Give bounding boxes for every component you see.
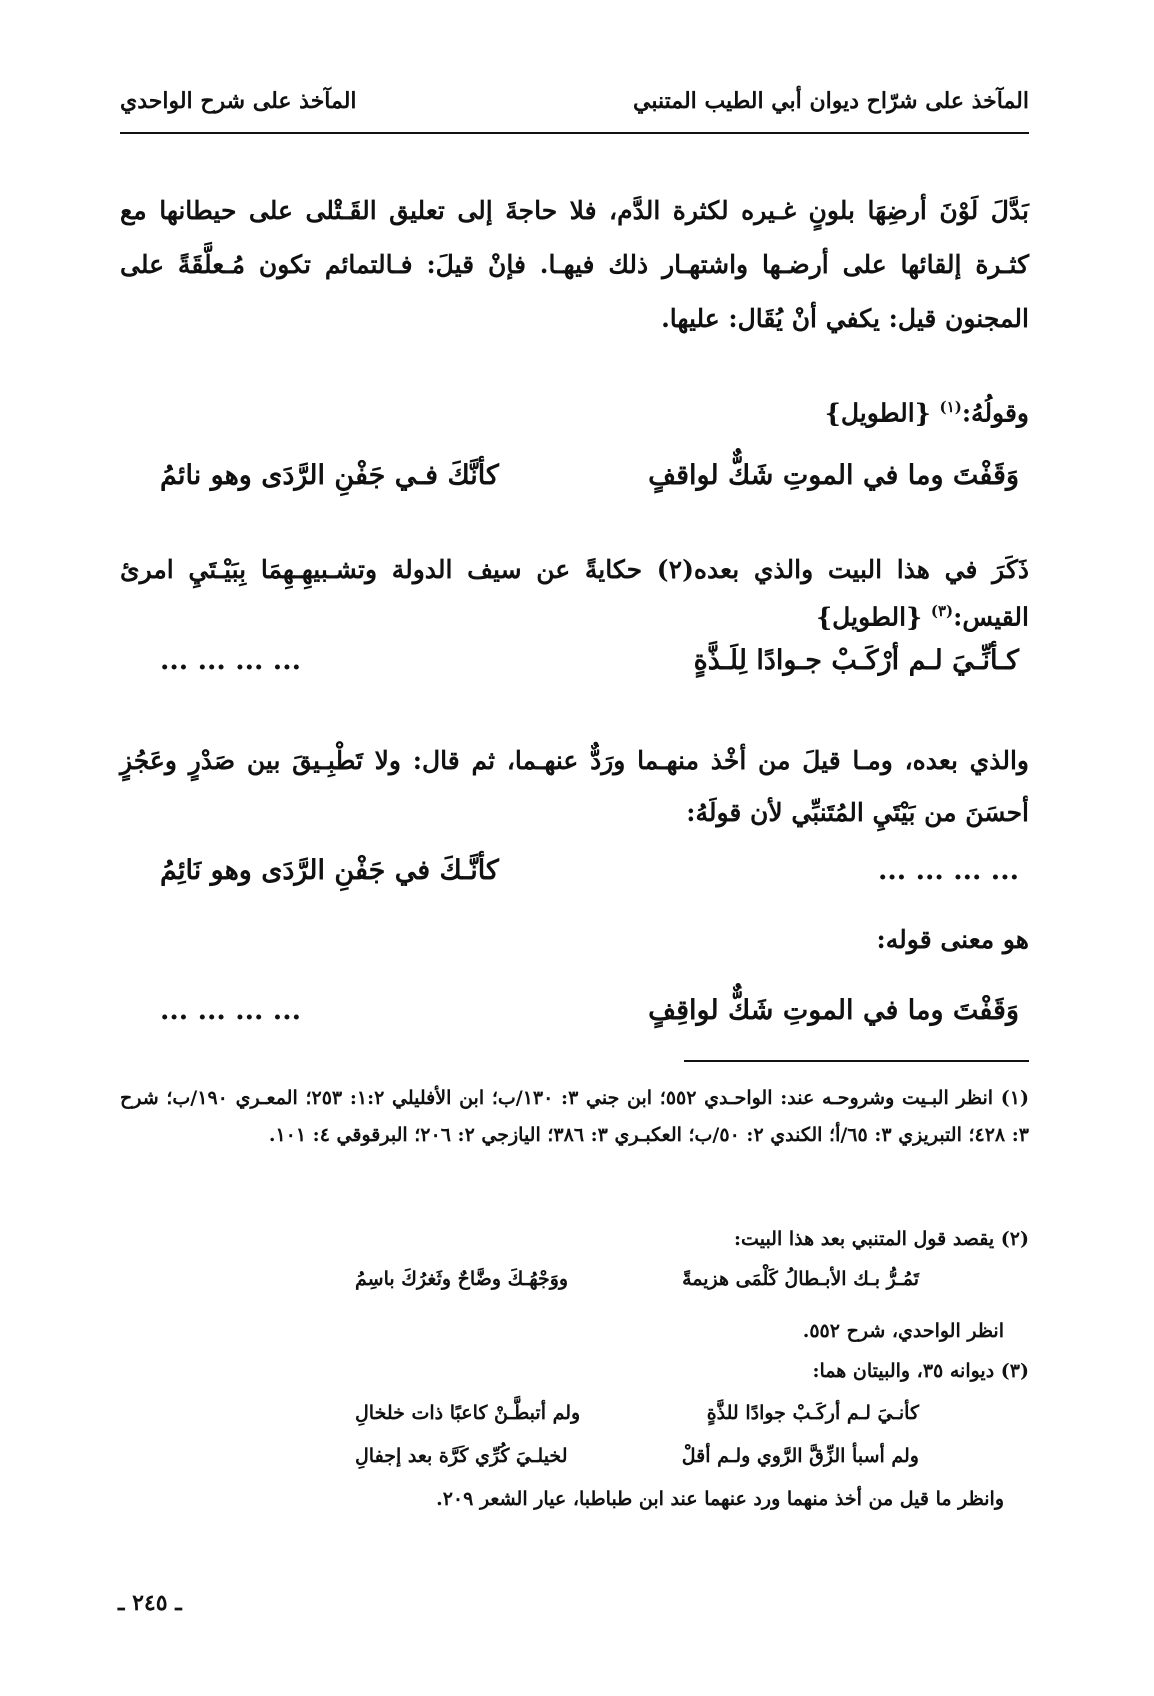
verse-2-ellipsis: ... ... ... ... [160,645,301,676]
verse-4-first-hemistich: وَقَفْتَ وما في الموتِ شَكٌّ لواقِفٍ [648,995,1019,1026]
verse-3-second-hemistich: كأنَّـكَ في جَفْنِ الرَّدَى وهو نَائِمُ [160,855,499,886]
footnote-3-verse-1-first: كأنـيَ لـم أركَـبْ جوادًا للذَّةٍ [706,1402,919,1424]
footnote-2-title: (٢) يقصد قول المتنبي بعد هذا البيت: [734,1228,1029,1250]
running-header [120,88,1029,124]
qais-label: القيس: [953,602,1029,632]
paragraph-2-line-1: ذَكَرَ في هذا البيت والذي بعده(٢) حكايةً عن سيف الدولة وتشـبيهِـهِمَا بِبَيْـتَيِ امرئ [120,555,1029,584]
meter-label-2: {الطويل} [816,602,923,632]
verse-4 [160,995,1019,1045]
footnote-3-verse-2-first: ولم أسبأ الزِّقَّ الرَّوي ولـم أقلْ [681,1445,919,1467]
footnote-3-title: (٣) ديوانه ٣٥، والبيتان هما: [812,1360,1029,1382]
paragraph-2-line-2 [816,602,1029,631]
footnote-2-reference: انظر الواحدي، شرح ٥٥٢. [802,1320,1004,1342]
footnote-3-reference: وانظر ما قيل من أخذ منهما ورد عنهما عند ابن طباطبا، عيار الشعر ٢٠٩. [436,1488,1004,1510]
verse-3-ellipsis: ... ... ... ... [878,855,1019,886]
footnote-ref-1: (١) [939,398,962,416]
line-4: هو معنى قوله: [876,925,1029,954]
intro-text: وقولُهُ: [961,398,1029,428]
footnote-3-verse-2 [355,1445,919,1479]
verse-1-second-hemistich: كأنَّكَ فـي جَفْنِ الرَّدَى وهو نائمُ [160,460,499,491]
verse-2 [160,645,1019,695]
verse-2-first-hemistich: كـأنِّـيَ لـم أرْكَـبْ جـوادًا لِلَـذَّةٍ [693,645,1019,676]
page-number: ـ ٢٤٥ ـ [118,1590,182,1616]
verse-4-ellipsis: ... ... ... ... [160,995,301,1026]
verse-3 [160,855,1019,905]
header-divider [120,132,1029,134]
footnote-2-verse-second: ووَجْهُـكَ وضَّاحٌ وثَغرُكَ باسِمُ [355,1268,569,1290]
footnote-2-verse-first: تَمُـرُّ بـك الأبـطالُ كَلْمَى هزيمةً [682,1268,919,1290]
paragraph-3: والذي بعده، ومـا قيلَ من أخْذ منهـما ورَدٌّ عنهـما، ثم قال: ولا تَطْبِـيقَ بين صَدْرٍ وعَجُزٍ أحسَنَ من بَيْتَيِ المُتَنبِّي لأن قولَهُ: [120,746,1029,827]
footnote-3-verse-2-second: لخيلـيَ كُرِّي كَرَّة بعد إجفالِ [355,1445,568,1467]
meter-label: {الطويل} [824,398,931,428]
verse-1-first-hemistich: وَقَفْتَ وما في الموتِ شَكٌّ لواقفٍ [648,460,1019,491]
header-book-title: المآخذ على شرّاح ديوان أبي الطيب المتنبي [633,88,1029,114]
footnote-divider [684,1060,1029,1062]
footnote-3-verse-1 [355,1402,919,1436]
header-section-title: المآخذ على شرح الواحدي [120,88,357,114]
footnote-2-verse [355,1268,919,1302]
verse-intro-1 [825,398,1029,427]
footnote-3-verse-1-second: ولم أتبطَّـنْ كاعبًا ذات خلخالِ [355,1402,581,1424]
footnote-ref-3: (٣) [930,602,954,620]
verse-1 [160,460,1019,510]
footnote-1: (١) انظر البـيت وشروحـه عند: الواحـدي ٥٥٢؛ ابن جني ٣: ١٣٠/ب؛ ابن الأفليلي ١:٢: ٢٥٣؛ المعـري ١٩٠/ب؛ شرح ٣: ٤٢٨؛ التبريزي ٣: ٦٥/أ؛ الكندي ٢: ٥٠/ب؛ العكبـري ٣: ٣٨٦؛ اليازجي ٢: ٢٠٦؛ البرقوقي ٤: ١٠١. [120,1087,1029,1146]
paragraph-1: بَدَّلَ لَوْنَ أرضِهَا بلونٍ غـيره لكثرة الدَّم، فلا حاجةَ إلى تعليق القَـتْلى على حيطانها مع كثـرة إلقائها على أرضـها واشتهـار ذلك فيهـا. فإنْ قيلَ: فـالتمائم تكون مُـعلَّقَةً على المجنون قيل: يكفي أنْ يُقَال: عليها. [120,196,1029,333]
